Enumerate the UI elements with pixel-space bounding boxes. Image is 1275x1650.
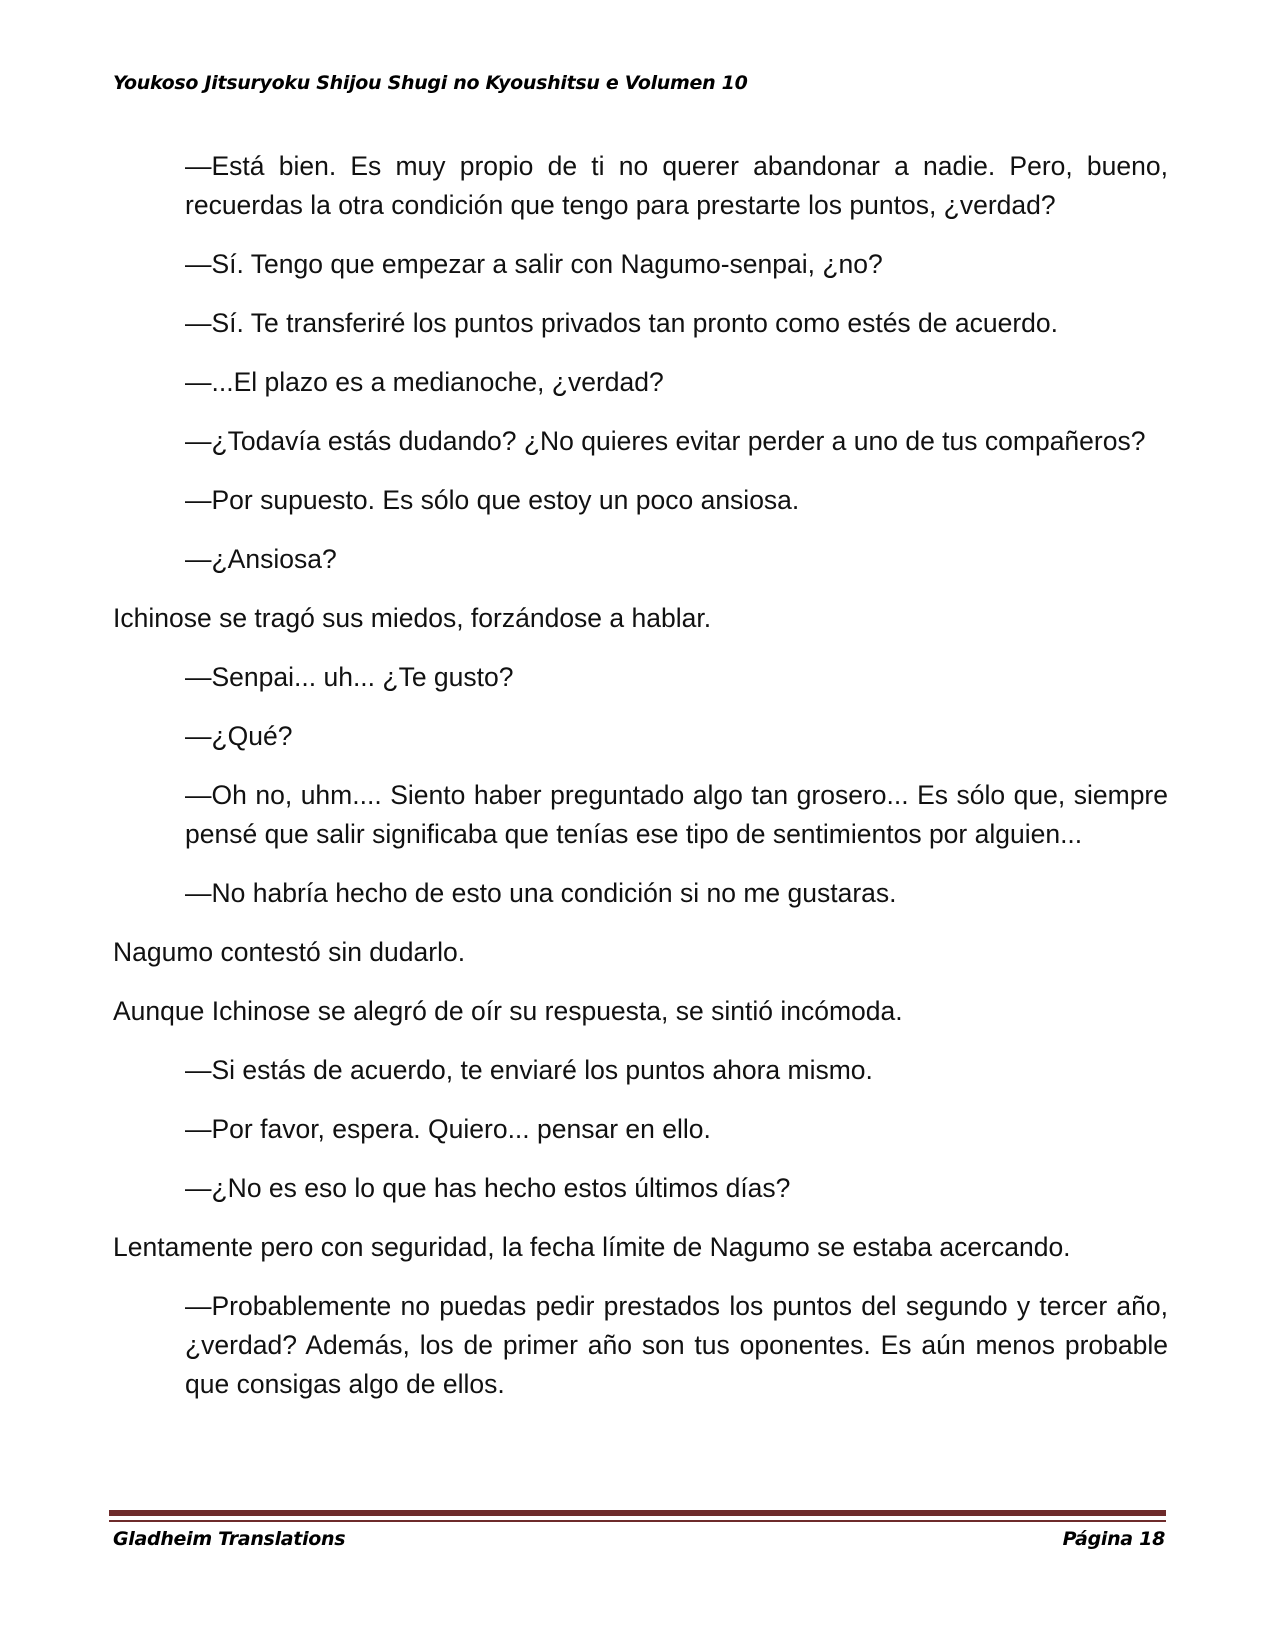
dialog-paragraph: —Por favor, espera. Quiero... pensar en ello. [185, 1114, 711, 1144]
footer-divider-thin [109, 1520, 1166, 1522]
dialog-paragraph: —Oh no, uhm.... Siento haber preguntado algo tan grosero... Es sólo que, siempre pensé que salir significaba que tenías ese tipo de sentimientos por alguien... [185, 780, 1168, 849]
dialog-paragraph: —Si estás de acuerdo, te enviaré los puntos ahora mismo. [185, 1055, 873, 1085]
dialog-paragraph: —Sí. Te transferiré los puntos privados tan pronto como estés de acuerdo. [185, 308, 1059, 338]
footer-divider-thick [109, 1510, 1166, 1516]
dialog-paragraph: —Senpai... uh... ¿Te gusto? [185, 662, 514, 692]
narration-paragraph: Lentamente pero con seguridad, la fecha límite de Nagumo se estaba acercando. [113, 1232, 1071, 1262]
dialog-paragraph: —...El plazo es a medianoche, ¿verdad? [185, 367, 664, 397]
narration-paragraph: Aunque Ichinose se alegró de oír su respuesta, se sintió incómoda. [113, 996, 903, 1026]
page-number: Página 18 [1062, 1528, 1165, 1550]
dialog-paragraph: —Sí. Tengo que empezar a salir con Nagumo-senpai, ¿no? [185, 249, 883, 279]
body-text [113, 147, 1168, 1424]
dialog-paragraph: —¿Qué? [185, 721, 293, 751]
dialog-paragraph: —Por supuesto. Es sólo que estoy un poco ansiosa. [185, 485, 800, 515]
dialog-paragraph: —Está bien. Es muy propio de ti no querer abandonar a nadie. Pero, bueno, recuerdas la otra condición que tengo para prestarte los puntos, ¿verdad? [185, 151, 1168, 220]
dialog-paragraph: —¿Ansiosa? [185, 544, 337, 574]
dialog-paragraph: —Probablemente no puedas pedir prestados los puntos del segundo y tercer año, ¿verdad? Además, los de primer año son tus oponentes. Es aún menos probable que consigas algo de ellos. [185, 1291, 1168, 1399]
dialog-paragraph: —No habría hecho de esto una condición si no me gustaras. [185, 878, 897, 908]
dialog-paragraph: —¿Todavía estás dudando? ¿No quieres evitar perder a uno de tus compañeros? [185, 426, 1146, 456]
header-title: Youkoso Jitsuryoku Shijou Shugi no Kyoushitsu e Volumen 10 [113, 72, 748, 94]
narration-paragraph: Nagumo contestó sin dudarlo. [113, 937, 466, 967]
footer-credit: Gladheim Translations [113, 1528, 346, 1550]
narration-paragraph: Ichinose se tragó sus miedos, forzándose a hablar. [113, 603, 712, 633]
dialog-paragraph: —¿No es eso lo que has hecho estos últimos días? [185, 1173, 791, 1203]
